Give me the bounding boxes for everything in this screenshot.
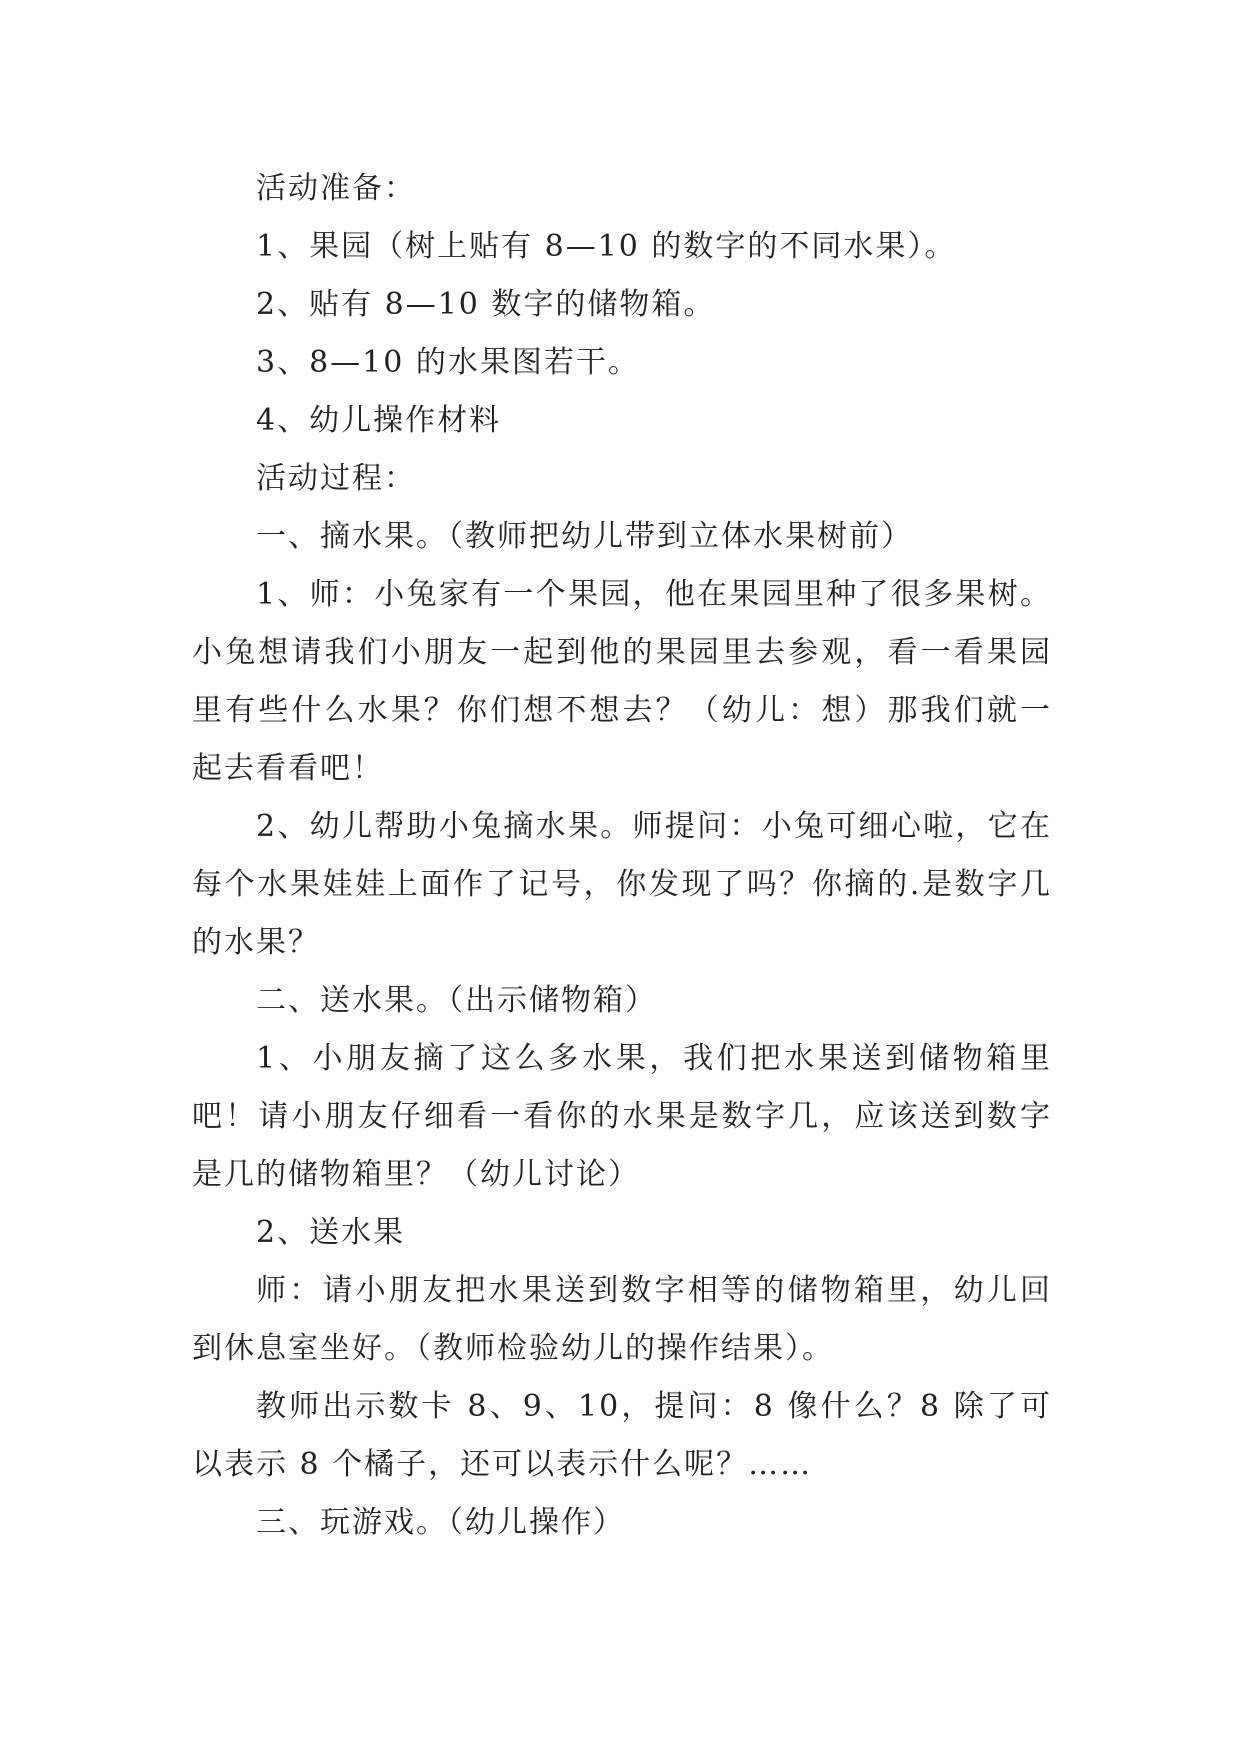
deliver-fruit-instruction: 师：请小朋友把水果送到数字相等的储物箱里，幼儿回到休息室坐好。（教师检验幼儿的操作结果）。: [192, 1273, 1052, 1366]
preparation-item-4: 4、幼儿操作材料: [256, 403, 502, 438]
deliver-fruit-step-1: 1、小朋友摘了这么多水果，我们把水果送到储物箱里吧！请小朋友仔细看一看你的水果是数字几，应该送到数字是几的储物箱里？（幼儿讨论）: [192, 1041, 1052, 1192]
pick-fruit-step-1: 1、师：小兔家有一个果园，他在果园里种了很多果树。小兔想请我们小朋友一起到他的果园里去参观，看一看果园里有些什么水果？你们想不想去？（幼儿：想）那我们就一起去看看吧！: [192, 577, 1052, 786]
preparation-item-1: 1、果园（树上贴有 8—10 的数字的不同水果）。: [256, 229, 957, 264]
document-body: [192, 160, 1052, 1552]
section-deliver-fruit: 二、送水果。（出示储物箱）: [256, 983, 657, 1018]
heading-activity-preparation: 活动准备：: [256, 171, 416, 206]
preparation-item-3: 3、8—10 的水果图若干。: [256, 345, 640, 380]
deliver-fruit-step-2: 2、送水果: [256, 1215, 406, 1250]
number-cards-question: 教师出示数卡 8、9、10，提问：8 像什么？8 除了可以表示 8 个橘子，还可以表示什么呢？……: [192, 1389, 1052, 1482]
section-pick-fruit: 一、摘水果。（教师把幼儿带到立体水果树前）: [256, 519, 913, 554]
preparation-item-2: 2、贴有 8—10 数字的储物箱。: [256, 287, 716, 322]
pick-fruit-step-2: 2、幼儿帮助小兔摘水果。师提问：小兔可细心啦，它在每个水果娃娃上面作了记号，你发现了吗？你摘的.是数字几的水果？: [192, 809, 1052, 960]
heading-activity-process: 活动过程：: [256, 461, 416, 496]
section-play-game: 三、玩游戏。（幼儿操作）: [256, 1505, 625, 1540]
